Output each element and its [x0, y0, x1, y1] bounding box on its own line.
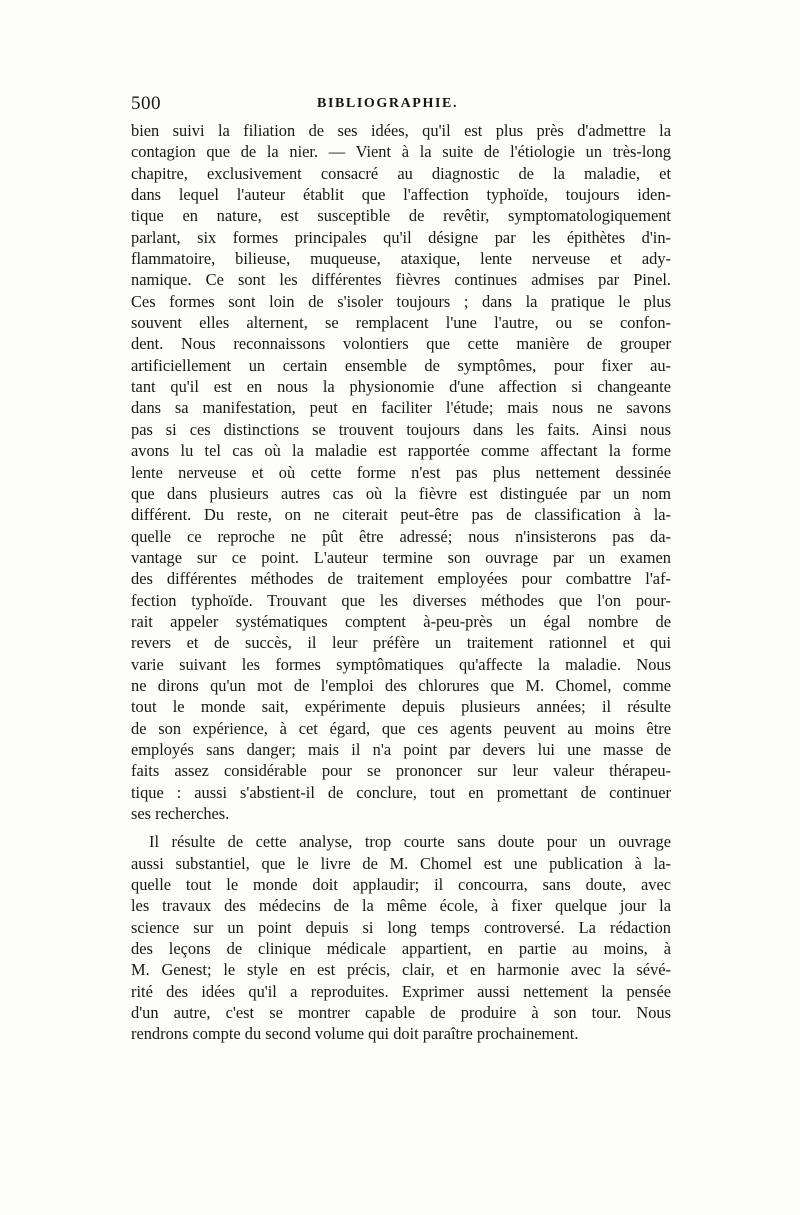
paragraph-gap [131, 824, 671, 831]
text-line: tique en nature, est susceptible de revêtir, symptomatologiquement [131, 206, 671, 226]
text-line: aussi substantiel, que le livre de M. Chomel est une publication à la- [131, 853, 671, 873]
text-line: d'un autre, c'est se montrer capable de produire à son tour. Nous [131, 1003, 671, 1023]
text-line: chapitre, exclusivement consacré au diagnostic de la maladie, et [131, 163, 671, 183]
text-line: parlant, six formes principales qu'il désigne par les épithètes d'in- [131, 227, 671, 247]
text-line: Il résulte de cette analyse, trop courte sans doute pour un ouvrage [149, 832, 671, 852]
text-line: tique : aussi s'abstient-il de conclure, tout en promettant de continuer [131, 782, 671, 802]
text-line: bien suivi la filiation de ses idées, qu'il est plus près d'admettre la [131, 121, 671, 140]
text-line: avons lu tel cas où la maladie est rapportée comme affectant la forme [131, 441, 671, 461]
text-line: contagion que de la nier. — Vient à la suite de l'étiologie un très-long [131, 142, 671, 162]
running-head-title: BIBLIOGRAPHIE. [317, 96, 459, 111]
text-line: des leçons de clinique médicale appartient, en partie au moins, à [131, 939, 671, 959]
text-line: vantage sur ce point. L'auteur termine son ouvrage par un examen [131, 547, 671, 567]
text-line: dent. Nous reconnaissons volontiers que cette manière de grouper [131, 334, 671, 354]
text-line: lente nerveuse et où cette forme n'est pas plus nettement dessinée [131, 462, 671, 482]
text-line: flammatoire, bilieuse, muqueuse, ataxique, lente nerveuse et ady- [131, 249, 671, 269]
text-line: fection typhoïde. Trouvant que les diverses méthodes que l'on pour- [131, 590, 671, 610]
text-line: des différentes méthodes de traitement employées pour combattre l'af- [131, 569, 671, 589]
text-line: tout le monde sait, expérimente depuis plusieurs années; il résulte [131, 697, 671, 717]
text-line: science sur un point depuis si long temps controversé. La rédaction [131, 917, 671, 937]
paragraph [131, 120, 671, 824]
text-line: namique. Ce sont les différentes fièvres continues admises par Pinel. [131, 270, 671, 290]
text-line: tant qu'il est en nous la physionomie d'une affection si changeante [131, 377, 671, 397]
text-line: rait appeler systématiques comptent à-peu-près un égal nombre de [131, 611, 671, 631]
text-line: les travaux des médecins de la même école, à fixer quelque jour la [131, 896, 671, 916]
running-head [131, 93, 671, 119]
paragraph [131, 831, 671, 1044]
text-line: pas si ces distinctions se trouvent toujours dans les faits. Ainsi nous [131, 419, 671, 439]
page-number: 500 [131, 93, 161, 114]
text-line: faits assez considérable pour se prononcer sur leur valeur thérapeu- [131, 761, 671, 781]
text-line: artificiellement un certain ensemble de symptômes, pour fixer au- [131, 355, 671, 375]
text-line: rendrons compte du second volume qui doit paraître prochainement. [131, 1024, 579, 1044]
body-text [131, 120, 671, 1045]
text-line: ses recherches. [131, 804, 230, 823]
text-line: rité des idées qu'il a reproduites. Exprimer aussi nettement la pensée [131, 981, 671, 1001]
text-line: que dans plusieurs autres cas où la fièvre est distinguée par un nom [131, 483, 671, 503]
text-line: de son expérience, à cet égard, que ces agents peuvent au moins être [131, 718, 671, 738]
text-line: quelle tout le monde doit applaudir; il concourra, sans doute, avec [131, 875, 671, 895]
text-line: varie suivant les formes symptômatiques qu'affecte la maladie. Nous [131, 654, 671, 674]
text-line: employés sans danger; mais il n'a point par devers lui une masse de [131, 739, 671, 759]
text-line: dans lequel l'auteur établit que l'affection typhoïde, toujours iden- [131, 185, 671, 205]
text-line: quelle ce reproche ne pût être adressé; nous n'insisterons pas da- [131, 526, 671, 546]
text-line: ne dirons qu'un mot de l'emploi des chlorures que M. Chomel, comme [131, 675, 671, 695]
text-line: Ces formes sont loin de s'isoler toujours ; dans la pratique le plus [131, 291, 671, 311]
text-line: dans sa manifestation, peut en faciliter l'étude; mais nous ne savons [131, 398, 671, 418]
text-line: souvent elles alternent, se remplacent l'une l'autre, ou se confon- [131, 313, 671, 333]
text-line: différent. Du reste, on ne citerait peut-être pas de classification à la- [131, 505, 671, 525]
text-line: M. Genest; le style en est précis, clair, et en harmonie avec la sévé- [131, 960, 671, 980]
text-line: revers et de succès, il leur préfère un traitement rationnel et qui [131, 633, 671, 653]
